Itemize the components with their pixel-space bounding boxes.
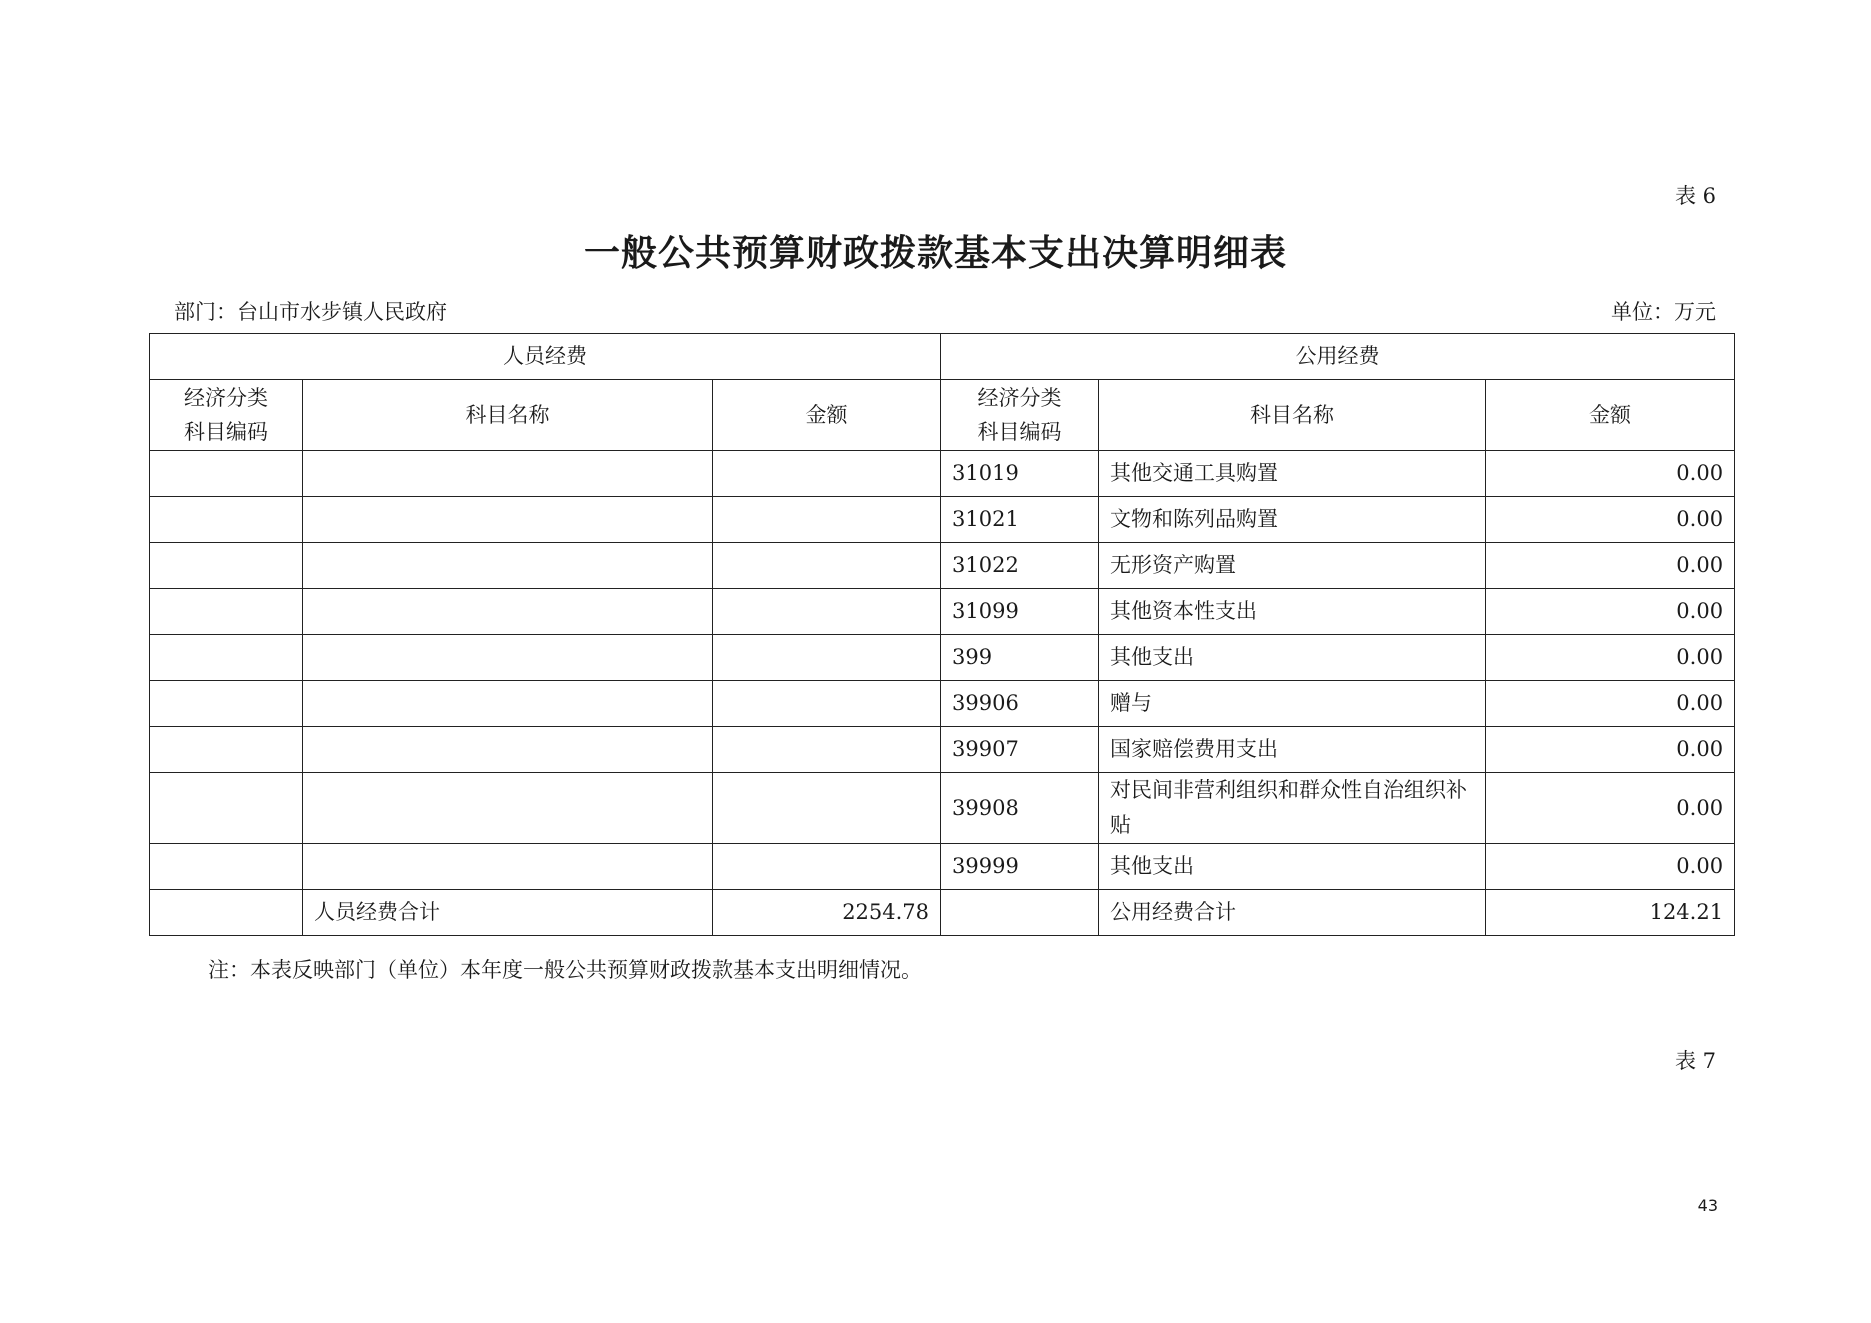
public-name-cell: 其他交通工具购置 bbox=[1099, 451, 1486, 497]
public-amount-cell: 0.00 bbox=[1486, 451, 1735, 497]
public-code-header: 经济分类 科目编码 bbox=[941, 380, 1099, 451]
personnel-name-cell bbox=[303, 844, 713, 890]
personnel-amount-cell bbox=[713, 635, 941, 681]
public-amount-cell: 0.00 bbox=[1486, 589, 1735, 635]
public-amount-header: 金额 bbox=[1486, 380, 1735, 451]
unit-label: 单位：万元 bbox=[1611, 300, 1716, 324]
public-amount-cell: 0.00 bbox=[1486, 773, 1735, 844]
public-name-cell: 对民间非营利组织和群众性自治组织补贴 bbox=[1099, 773, 1486, 844]
personnel-amount-cell bbox=[713, 844, 941, 890]
personnel-code-cell bbox=[150, 681, 303, 727]
public-code-cell: 39906 bbox=[941, 681, 1099, 727]
personnel-amount-cell bbox=[713, 451, 941, 497]
page-number: 43 bbox=[1697, 1196, 1718, 1215]
table-row bbox=[150, 635, 1735, 681]
public-header: 公用经费 bbox=[941, 334, 1735, 380]
public-amount-cell: 0.00 bbox=[1486, 844, 1735, 890]
personnel-name-cell bbox=[303, 589, 713, 635]
table-label: 表 6 bbox=[1674, 184, 1716, 208]
next-table-label: 表 7 bbox=[1674, 1049, 1716, 1073]
personnel-code-cell bbox=[150, 543, 303, 589]
public-total-label: 公用经费合计 bbox=[1099, 890, 1486, 936]
personnel-code-cell bbox=[150, 773, 303, 844]
public-amount-cell: 0.00 bbox=[1486, 681, 1735, 727]
public-code-cell: 31022 bbox=[941, 543, 1099, 589]
public-total-amount: 124.21 bbox=[1486, 890, 1735, 936]
public-name-cell: 其他资本性支出 bbox=[1099, 589, 1486, 635]
table-row bbox=[150, 451, 1735, 497]
public-code-cell: 39999 bbox=[941, 844, 1099, 890]
department-label: 部门：台山市水步镇人民政府 bbox=[174, 300, 447, 324]
personnel-name-cell bbox=[303, 497, 713, 543]
footnote: 注：本表反映部门（单位）本年度一般公共预算财政拨款基本支出明细情况。 bbox=[208, 958, 922, 982]
personnel-code-cell bbox=[150, 635, 303, 681]
personnel-name-cell bbox=[303, 681, 713, 727]
public-amount-cell: 0.00 bbox=[1486, 727, 1735, 773]
totals-row bbox=[150, 890, 1735, 936]
public-code-cell: 31099 bbox=[941, 589, 1099, 635]
table-row bbox=[150, 543, 1735, 589]
public-name-cell: 无形资产购置 bbox=[1099, 543, 1486, 589]
expenditure-table bbox=[149, 333, 1735, 936]
personnel-name-cell bbox=[303, 635, 713, 681]
public-code-cell: 31021 bbox=[941, 497, 1099, 543]
public-name-cell: 其他支出 bbox=[1099, 844, 1486, 890]
personnel-code-cell bbox=[150, 844, 303, 890]
public-name-header: 科目名称 bbox=[1099, 380, 1486, 451]
personnel-code-header: 经济分类 科目编码 bbox=[150, 380, 303, 451]
table-row bbox=[150, 589, 1735, 635]
personnel-name-cell bbox=[303, 451, 713, 497]
public-code-cell: 39907 bbox=[941, 727, 1099, 773]
personnel-amount-header: 金额 bbox=[713, 380, 941, 451]
personnel-name-cell bbox=[303, 727, 713, 773]
personnel-name-header: 科目名称 bbox=[303, 380, 713, 451]
public-name-cell: 赠与 bbox=[1099, 681, 1486, 727]
totals-empty-cell bbox=[941, 890, 1099, 936]
public-name-cell: 其他支出 bbox=[1099, 635, 1486, 681]
totals-empty-cell bbox=[150, 890, 303, 936]
public-name-cell: 文物和陈列品购置 bbox=[1099, 497, 1486, 543]
personnel-total-label: 人员经费合计 bbox=[303, 890, 713, 936]
personnel-code-cell bbox=[150, 727, 303, 773]
public-amount-cell: 0.00 bbox=[1486, 635, 1735, 681]
personnel-amount-cell bbox=[713, 497, 941, 543]
public-amount-cell: 0.00 bbox=[1486, 543, 1735, 589]
public-amount-cell: 0.00 bbox=[1486, 497, 1735, 543]
table-row bbox=[150, 844, 1735, 890]
personnel-amount-cell bbox=[713, 589, 941, 635]
table-row bbox=[150, 727, 1735, 773]
personnel-amount-cell bbox=[713, 727, 941, 773]
table-row bbox=[150, 773, 1735, 844]
personnel-code-cell bbox=[150, 589, 303, 635]
personnel-amount-cell bbox=[713, 681, 941, 727]
personnel-name-cell bbox=[303, 543, 713, 589]
personnel-total-amount: 2254.78 bbox=[713, 890, 941, 936]
table-row bbox=[150, 497, 1735, 543]
public-code-cell: 31019 bbox=[941, 451, 1099, 497]
table-row bbox=[150, 681, 1735, 727]
personnel-header: 人员经费 bbox=[150, 334, 941, 380]
personnel-amount-cell bbox=[713, 543, 941, 589]
page-title: 一般公共预算财政拨款基本支出决算明细表 bbox=[583, 232, 1287, 274]
personnel-amount-cell bbox=[713, 773, 941, 844]
personnel-code-cell bbox=[150, 451, 303, 497]
public-code-cell: 39908 bbox=[941, 773, 1099, 844]
personnel-code-cell bbox=[150, 497, 303, 543]
personnel-name-cell bbox=[303, 773, 713, 844]
public-name-cell: 国家赔偿费用支出 bbox=[1099, 727, 1486, 773]
public-code-cell: 399 bbox=[941, 635, 1099, 681]
